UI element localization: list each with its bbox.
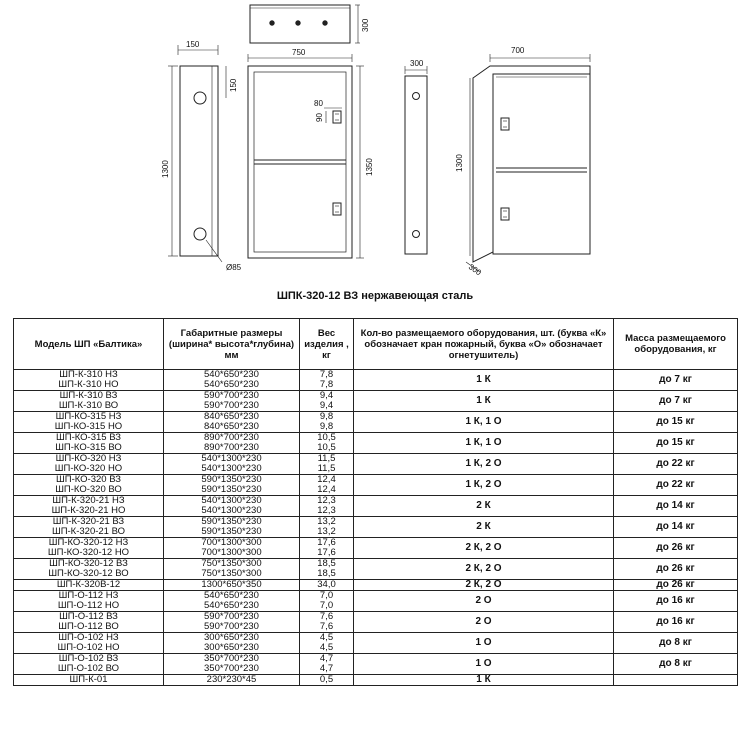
equipment-cell: 1 К (354, 391, 614, 412)
size-cell (164, 433, 300, 454)
dim-iso-width: 700 (511, 46, 525, 55)
size-cell (164, 654, 300, 675)
size-cell (164, 633, 300, 654)
model-cell-line: ШП-КО-320 ВО (55, 484, 122, 495)
mass-cell: до 26 кг (614, 538, 738, 559)
equipment-cell: 1 К (354, 675, 614, 686)
mass-cell: до 26 кг (614, 580, 738, 591)
size-cell-line: 1300*650*350 (201, 579, 262, 590)
technical-drawing (0, 0, 750, 285)
size-cell (164, 612, 300, 633)
weight-cell-line: 10,5 (317, 442, 336, 453)
weight-cell-line: 17,6 (317, 537, 336, 548)
size-cell-line: 750*1350*300 (201, 558, 262, 569)
dim-hole-diameter: Ø85 (226, 263, 242, 272)
table-row (14, 370, 738, 391)
weight-cell-line: 9,4 (319, 400, 334, 411)
table-row (14, 580, 738, 591)
weight-cell-line: 11,5 (317, 463, 336, 474)
weight-cell (300, 612, 354, 633)
model-cell-line: ШП-К-320-21 ВО (51, 526, 126, 537)
mass-cell: до 15 кг (614, 433, 738, 454)
weight-cell-line: 9,8 (319, 421, 334, 432)
size-cell-line: 590*1350*230 (201, 474, 262, 485)
model-cell-line: ШП-О-112 НО (57, 600, 120, 611)
size-cell-line: 350*700*230 (204, 653, 259, 664)
model-cell-line: ШП-О-102 ВЗ (58, 653, 119, 664)
mass-cell: до 22 кг (614, 475, 738, 496)
size-cell-line: 590*1350*230 (201, 516, 262, 527)
weight-cell-line: 13,2 (317, 526, 336, 537)
size-cell (164, 591, 300, 612)
size-cell-line: 540*1300*230 (201, 505, 262, 516)
weight-cell-line: 4,7 (319, 663, 334, 674)
size-cell-line: 230*230*45 (206, 674, 257, 685)
weight-cell-line: 11,5 (317, 453, 336, 464)
table-row (14, 433, 738, 454)
dim-front-width: 750 (292, 48, 306, 57)
equipment-cell: 2 К (354, 496, 614, 517)
model-cell-line: ШП-КО-315 НЗ (55, 411, 122, 422)
size-cell (164, 370, 300, 391)
equipment-cell: 1 К, 2 О (354, 475, 614, 496)
weight-cell (300, 391, 354, 412)
size-cell-line: 590*700*230 (204, 400, 259, 411)
mass-cell: до 8 кг (614, 654, 738, 675)
equipment-cell: 1 О (354, 633, 614, 654)
mass-cell: до 22 кг (614, 454, 738, 475)
model-cell (14, 412, 164, 433)
equipment-cell: 2 К, 2 О (354, 580, 614, 591)
dim-front-height: 1350 (365, 158, 374, 176)
size-cell-line: 890*700*230 (204, 442, 259, 453)
equipment-cell: 1 К, 1 О (354, 433, 614, 454)
table-row (14, 559, 738, 580)
weight-cell-line: 7,6 (319, 621, 334, 632)
weight-cell-line: 18,5 (317, 558, 336, 569)
weight-cell-line: 18,5 (317, 568, 336, 579)
weight-cell-line: 12,3 (317, 495, 336, 506)
size-cell (164, 496, 300, 517)
model-cell (14, 591, 164, 612)
weight-cell-line: 4,5 (319, 642, 334, 653)
equipment-cell: 1 О (354, 654, 614, 675)
table-header-row (14, 319, 738, 370)
size-cell (164, 454, 300, 475)
size-cell-line: 300*650*230 (204, 632, 259, 643)
weight-cell (300, 496, 354, 517)
model-cell-line: ШП-К-320-21 ВЗ (52, 516, 125, 527)
dim-side-width: 150 (186, 40, 200, 49)
size-cell-line: 590*1350*230 (201, 526, 262, 537)
weight-cell-line: 13,2 (317, 516, 336, 527)
size-cell-line: 540*1300*230 (201, 495, 262, 506)
model-cell (14, 475, 164, 496)
size-cell-line: 590*1350*230 (201, 484, 262, 495)
weight-cell-line: 12,3 (317, 505, 336, 516)
model-cell-line: ШП-О-102 ВО (57, 663, 120, 674)
size-cell (164, 559, 300, 580)
weight-cell-line: 4,5 (319, 632, 334, 643)
model-cell (14, 612, 164, 633)
model-cell-line: ШП-О-102 НО (57, 642, 120, 653)
model-cell-line: ШП-К-320-21 НЗ (52, 495, 125, 506)
mass-cell: до 26 кг (614, 559, 738, 580)
table-row (14, 517, 738, 538)
weight-cell (300, 370, 354, 391)
model-cell-line: ШП-К-01 (69, 674, 108, 685)
table-row (14, 412, 738, 433)
mass-cell: до 14 кг (614, 517, 738, 538)
equipment-cell: 2 О (354, 591, 614, 612)
model-cell-line: ШП-КО-315 НО (54, 421, 123, 432)
dim-side2-width: 300 (410, 59, 424, 68)
size-cell-line: 700*1300*300 (201, 537, 262, 548)
table-body (14, 370, 738, 686)
model-cell (14, 538, 164, 559)
weight-cell-line: 0,5 (319, 674, 334, 685)
header-size: Габаритные размеры (ширина* высота*глубина) мм (164, 319, 300, 370)
equipment-cell: 1 К, 1 О (354, 412, 614, 433)
mass-cell: до 7 кг (614, 370, 738, 391)
model-cell-line: ШП-О-102 НЗ (58, 632, 119, 643)
weight-cell (300, 517, 354, 538)
mass-cell: до 14 кг (614, 496, 738, 517)
table-row (14, 654, 738, 675)
size-cell-line: 540*650*230 (204, 590, 259, 601)
size-cell (164, 391, 300, 412)
header-equipment: Кол-во размещаемого оборудования, шт. (буква «К» обозначает кран пожарный, буква «О» обозначает огнетушитель) (354, 319, 614, 370)
table-row (14, 496, 738, 517)
dim-handle-width: 80 (314, 99, 323, 108)
size-cell (164, 475, 300, 496)
equipment-cell: 2 К, 2 О (354, 538, 614, 559)
size-cell (164, 538, 300, 559)
weight-cell-line: 7,0 (319, 590, 334, 601)
size-cell (164, 517, 300, 538)
size-cell-line: 840*650*230 (204, 411, 259, 422)
model-cell (14, 454, 164, 475)
weight-cell (300, 559, 354, 580)
equipment-cell: 1 К (354, 370, 614, 391)
weight-cell-line: 12,4 (317, 484, 336, 495)
weight-cell-line: 9,8 (319, 411, 334, 422)
size-cell-line: 540*650*230 (204, 369, 259, 380)
mass-cell: до 16 кг (614, 612, 738, 633)
weight-cell (300, 675, 354, 686)
model-cell (14, 580, 164, 591)
model-cell (14, 654, 164, 675)
weight-cell (300, 454, 354, 475)
model-cell-line: ШП-КО-320-12 НО (47, 547, 130, 558)
size-cell-line: 590*700*230 (204, 390, 259, 401)
header-weight: Вес изделия , кг (300, 319, 354, 370)
size-cell-line: 590*700*230 (204, 611, 259, 622)
model-cell (14, 496, 164, 517)
weight-cell-line: 4,7 (319, 653, 334, 664)
model-cell-line: ШП-К-310 НЗ (59, 369, 118, 380)
model-cell-line: ШП-КО-320 НЗ (55, 453, 122, 464)
size-cell-line: 840*650*230 (204, 421, 259, 432)
equipment-cell: 2 К, 2 О (354, 559, 614, 580)
weight-cell-line: 7,8 (319, 379, 334, 390)
model-cell (14, 559, 164, 580)
mass-cell: до 8 кг (614, 633, 738, 654)
size-cell (164, 675, 300, 686)
weight-cell (300, 433, 354, 454)
table-row (14, 633, 738, 654)
model-cell-line: ШП-О-112 ВО (58, 621, 119, 632)
model-cell-line: ШП-К-310 НО (58, 379, 119, 390)
mass-cell: до 7 кг (614, 391, 738, 412)
weight-cell-line: 34,0 (317, 579, 336, 590)
table-row (14, 475, 738, 496)
table-row (14, 454, 738, 475)
model-cell-line: ШП-КО-320-12 НЗ (48, 537, 129, 548)
weight-cell (300, 538, 354, 559)
weight-cell (300, 591, 354, 612)
table-row (14, 591, 738, 612)
model-cell (14, 433, 164, 454)
weight-cell (300, 475, 354, 496)
weight-cell-line: 9,4 (319, 390, 334, 401)
size-cell-line: 350*700*230 (204, 663, 259, 674)
header-model: Модель ШП «Балтика» (14, 319, 164, 370)
weight-cell-line: 7,8 (319, 369, 334, 380)
model-cell (14, 370, 164, 391)
mass-cell: до 15 кг (614, 412, 738, 433)
size-cell (164, 580, 300, 591)
model-cell (14, 675, 164, 686)
table-row (14, 538, 738, 559)
model-cell-line: ШП-КО-315 ВЗ (56, 432, 121, 443)
size-cell-line: 590*700*230 (204, 621, 259, 632)
size-cell-line: 540*1300*230 (201, 453, 262, 464)
model-cell-line: ШП-К-320В-12 (56, 579, 121, 590)
model-cell-line: ШП-КО-320 ВЗ (56, 474, 121, 485)
model-cell-line: ШП-О-112 НЗ (58, 590, 119, 601)
table-row (14, 675, 738, 686)
size-cell-line: 890*700*230 (204, 432, 259, 443)
spec-table (13, 318, 738, 686)
model-cell (14, 391, 164, 412)
dim-iso-height: 1300 (455, 154, 464, 172)
size-cell-line: 540*650*230 (204, 379, 259, 390)
size-cell-line: 700*1300*300 (201, 547, 262, 558)
equipment-cell: 1 К, 2 О (354, 454, 614, 475)
model-cell-line: ШП-К-310 ВО (58, 400, 119, 411)
table-row (14, 391, 738, 412)
drawing-caption: ШПК-320-12 ВЗ нержавеющая сталь (276, 290, 474, 302)
model-cell-line: ШП-О-112 ВЗ (59, 611, 118, 622)
dim-side-height: 1300 (161, 160, 170, 178)
dim-iso-depth: 300 (466, 262, 483, 278)
weight-cell-line: 7,0 (319, 600, 334, 611)
size-cell-line: 750*1350*300 (201, 568, 262, 579)
weight-cell-line: 12,4 (317, 474, 336, 485)
size-cell-line: 300*650*230 (204, 642, 259, 653)
model-cell-line: ШП-КО-320-12 ВО (48, 568, 129, 579)
weight-cell-line: 7,6 (319, 611, 334, 622)
size-cell (164, 412, 300, 433)
header-mass: Масса размещаемого оборудования, кг (614, 319, 738, 370)
model-cell-line: ШП-КО-320 НО (54, 463, 123, 474)
size-cell-line: 540*650*230 (204, 600, 259, 611)
equipment-cell: 2 К (354, 517, 614, 538)
table-row (14, 612, 738, 633)
mass-cell: до 16 кг (614, 591, 738, 612)
weight-cell (300, 580, 354, 591)
model-cell (14, 517, 164, 538)
weight-cell-line: 10,5 (317, 432, 336, 443)
weight-cell (300, 654, 354, 675)
model-cell-line: ШП-К-310 ВЗ (59, 390, 118, 401)
model-cell (14, 633, 164, 654)
model-cell-line: ШП-КО-315 ВО (55, 442, 122, 453)
model-cell-line: ШП-К-320-21 НО (51, 505, 126, 516)
size-cell-line: 540*1300*230 (201, 463, 262, 474)
model-cell-line: ШП-КО-320-12 ВЗ (49, 558, 128, 569)
dim-side-top-offset: 150 (229, 78, 238, 92)
mass-cell (614, 675, 738, 686)
weight-cell (300, 412, 354, 433)
equipment-cell: 2 О (354, 612, 614, 633)
dim-top-depth: 300 (361, 18, 370, 32)
dim-handle-height: 90 (315, 113, 324, 122)
weight-cell (300, 633, 354, 654)
weight-cell-line: 17,6 (317, 547, 336, 558)
